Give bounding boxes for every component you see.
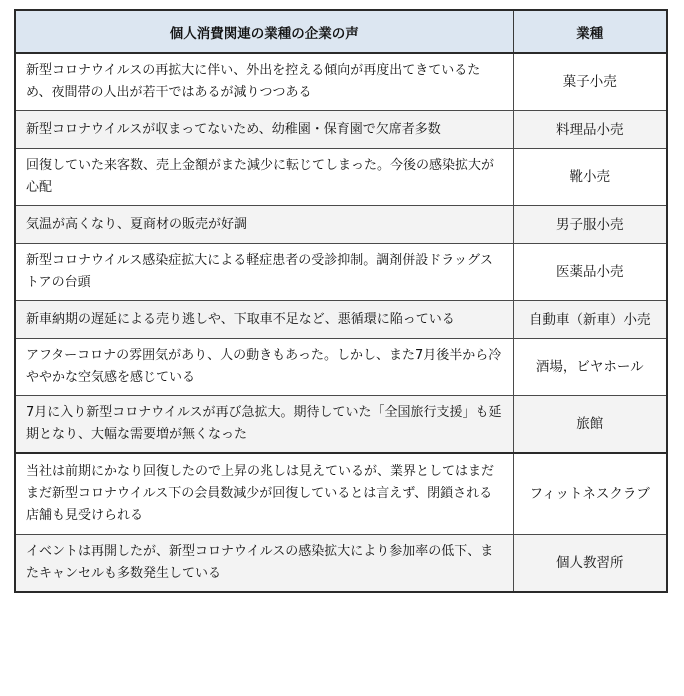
industry-cell: フィットネスクラブ [513, 453, 667, 535]
industry-cell: 男子服小売 [513, 206, 667, 244]
table-row [15, 244, 667, 301]
table-row [15, 339, 667, 396]
table-row [15, 301, 667, 339]
industry-cell: 靴小売 [513, 149, 667, 206]
header-industry: 業種 [513, 10, 667, 53]
header-comments: 個人消費関連の業種の企業の声 [15, 10, 513, 53]
table-row [15, 396, 667, 454]
industry-cell: 旅館 [513, 396, 667, 454]
comment-cell: アフターコロナの雰囲気があり、人の動きもあった。しかし、また7月後半から冷ややかな空気感を感じている [15, 339, 513, 396]
industry-cell: 医薬品小売 [513, 244, 667, 301]
comment-cell: 新型コロナウイルスが収まってないため、幼稚園・保育園で欠席者多数 [15, 111, 513, 149]
table-row [15, 206, 667, 244]
table-row [15, 53, 667, 111]
company-voices-table [14, 9, 668, 593]
comment-cell: 7月に入り新型コロナウイルスが再び急拡大。期待していた「全国旅行支援」も延期となり、大幅な需要増が無くなった [15, 396, 513, 454]
industry-cell: 菓子小売 [513, 53, 667, 111]
comment-cell: 当社は前期にかなり回復したので上昇の兆しは見えているが、業界としてはまだまだ新型コロナウイルス下の会員数減少が回復しているとは言えず、閉鎖される店舗も見受けられる [15, 453, 513, 535]
industry-cell: 個人教習所 [513, 535, 667, 593]
industry-cell: 自動車（新車）小売 [513, 301, 667, 339]
comment-cell: 新型コロナウイルス感染症拡大による軽症患者の受診抑制。調剤併設ドラッグストアの台頭 [15, 244, 513, 301]
table-header-row [15, 10, 667, 53]
comment-cell: 気温が高くなり、夏商材の販売が好調 [15, 206, 513, 244]
company-voices-table-container [14, 9, 666, 593]
comment-cell: 新型コロナウイルスの再拡大に伴い、外出を控える傾向が再度出てきているため、夜間帯の人出が若干ではあるが減りつつある [15, 53, 513, 111]
comment-cell: 新車納期の遅延による売り逃しや、下取車不足など、悪循環に陥っている [15, 301, 513, 339]
table-row [15, 453, 667, 535]
table-row [15, 535, 667, 593]
comment-cell: 回復していた来客数、売上金額がまた減少に転じてしまった。今後の感染拡大が心配 [15, 149, 513, 206]
industry-cell: 料理品小売 [513, 111, 667, 149]
table-row [15, 149, 667, 206]
comment-cell: イベントは再開したが、新型コロナウイルスの感染拡大により参加率の低下、またキャンセルも多数発生している [15, 535, 513, 593]
table-row [15, 111, 667, 149]
industry-cell: 酒場，ビヤホール [513, 339, 667, 396]
